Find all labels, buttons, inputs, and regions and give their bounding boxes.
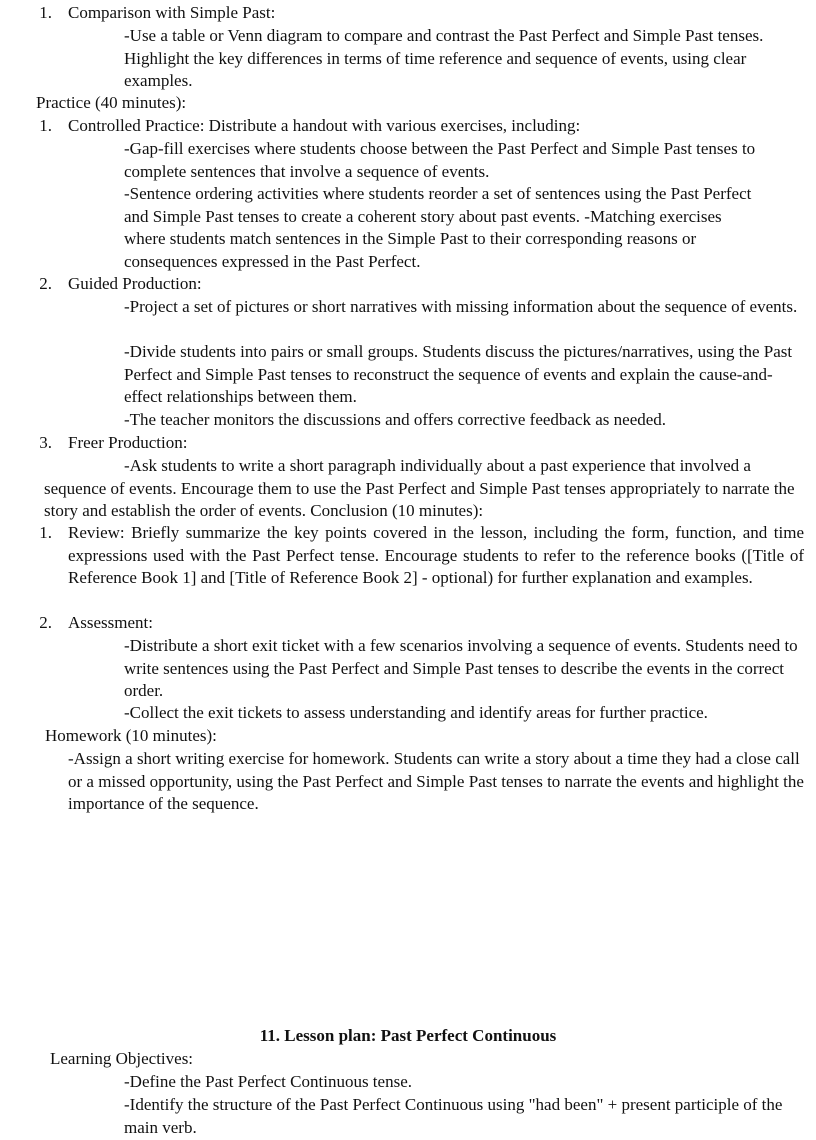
homework-body: -Assign a short writing exercise for homework. Students can write a story about a time they had a close call or a missed opportunity, using the Past Perfect and Simple Past tenses to narrate the events and highlight the importance of the sequence. xyxy=(68,749,804,814)
list-number: 1. xyxy=(39,523,52,542)
review-paragraph: Review: Briefly summarize the key points covered in the lesson, including the form, function, and time expressions used with the Past Perfect tense. Encourage students to refer to the reference books ([Title of Reference Book 1] and [Title of Reference Book 2] - optional) for further explanation and examples. xyxy=(68,523,804,588)
objective-structure: -Identify the structure of the Past Perfect Continuous using "had been" + present participle of the main verb. xyxy=(124,1095,783,1137)
lesson-title: 11. Lesson plan: Past Perfect Continuous xyxy=(259,1026,557,1045)
objective-define: -Define the Past Perfect Continuous tense. xyxy=(124,1072,412,1091)
freer-production-body: -Ask students to write a short paragraph individually about a past experience that involved a sequence of events. Encourage them to use the Past Perfect and Simple Past tenses appropriately to narrate the story and establish the order of events. Conclusion (10 minutes): xyxy=(44,456,795,521)
exit-ticket-point: -Distribute a short exit ticket with a few scenarios involving a sequence of events. Students need to write sentences using the Past Perfect and Simple Past tenses to describe the events in the correct order. xyxy=(124,636,798,701)
freer-production-heading: Freer Production: xyxy=(68,433,188,452)
list-number: 2. xyxy=(39,613,52,632)
sentence-ordering-point: -Sentence ordering activities where students reorder a set of sentences using the Past Perfect and Simple Past tenses to create a coherent story about past events. -Matching exercises where students match sentences in the Simple Past to their corresponding reasons or consequences expressed in the Past Perfect. xyxy=(124,184,752,271)
learning-objectives-heading: Learning Objectives: xyxy=(50,1049,194,1068)
comparison-body: -Use a table or Venn diagram to compare and contrast the Past Perfect and Simple Past tenses. Highlight the key differences in terms of time reference and sequence of events, using clear examples. xyxy=(124,26,764,91)
comparison-heading: Comparison with Simple Past: xyxy=(68,3,276,22)
practice-heading: Practice (40 minutes): xyxy=(36,93,187,112)
project-pictures-point: -Project a set of pictures or short narratives with missing information about the sequence of events. xyxy=(124,297,798,316)
list-number: 2. xyxy=(39,274,52,293)
teacher-monitors-point: -The teacher monitors the discussions and offers corrective feedback as needed. xyxy=(124,410,667,429)
collect-tickets-point: -Collect the exit tickets to assess understanding and identify areas for further practice. xyxy=(124,703,708,722)
list-number: 1. xyxy=(39,3,52,22)
guided-production-heading: Guided Production: xyxy=(68,274,202,293)
list-number: 1. xyxy=(39,116,52,135)
homework-heading: Homework (10 minutes): xyxy=(45,726,217,745)
assessment-heading: Assessment: xyxy=(68,613,153,632)
controlled-practice-heading: Controlled Practice: Distribute a handout with various exercises, including: xyxy=(68,116,581,135)
divide-students-point: -Divide students into pairs or small groups. Students discuss the pictures/narratives, using the Past Perfect and Simple Past tenses to reconstruct the sequence of events and explain the cause-and-effect relationships between them. xyxy=(124,342,793,407)
list-number: 3. xyxy=(39,433,52,452)
gap-fill-point: -Gap-fill exercises where students choose between the Past Perfect and Simple Past tenses to complete sentences that involve a sequence of events. xyxy=(124,139,756,181)
